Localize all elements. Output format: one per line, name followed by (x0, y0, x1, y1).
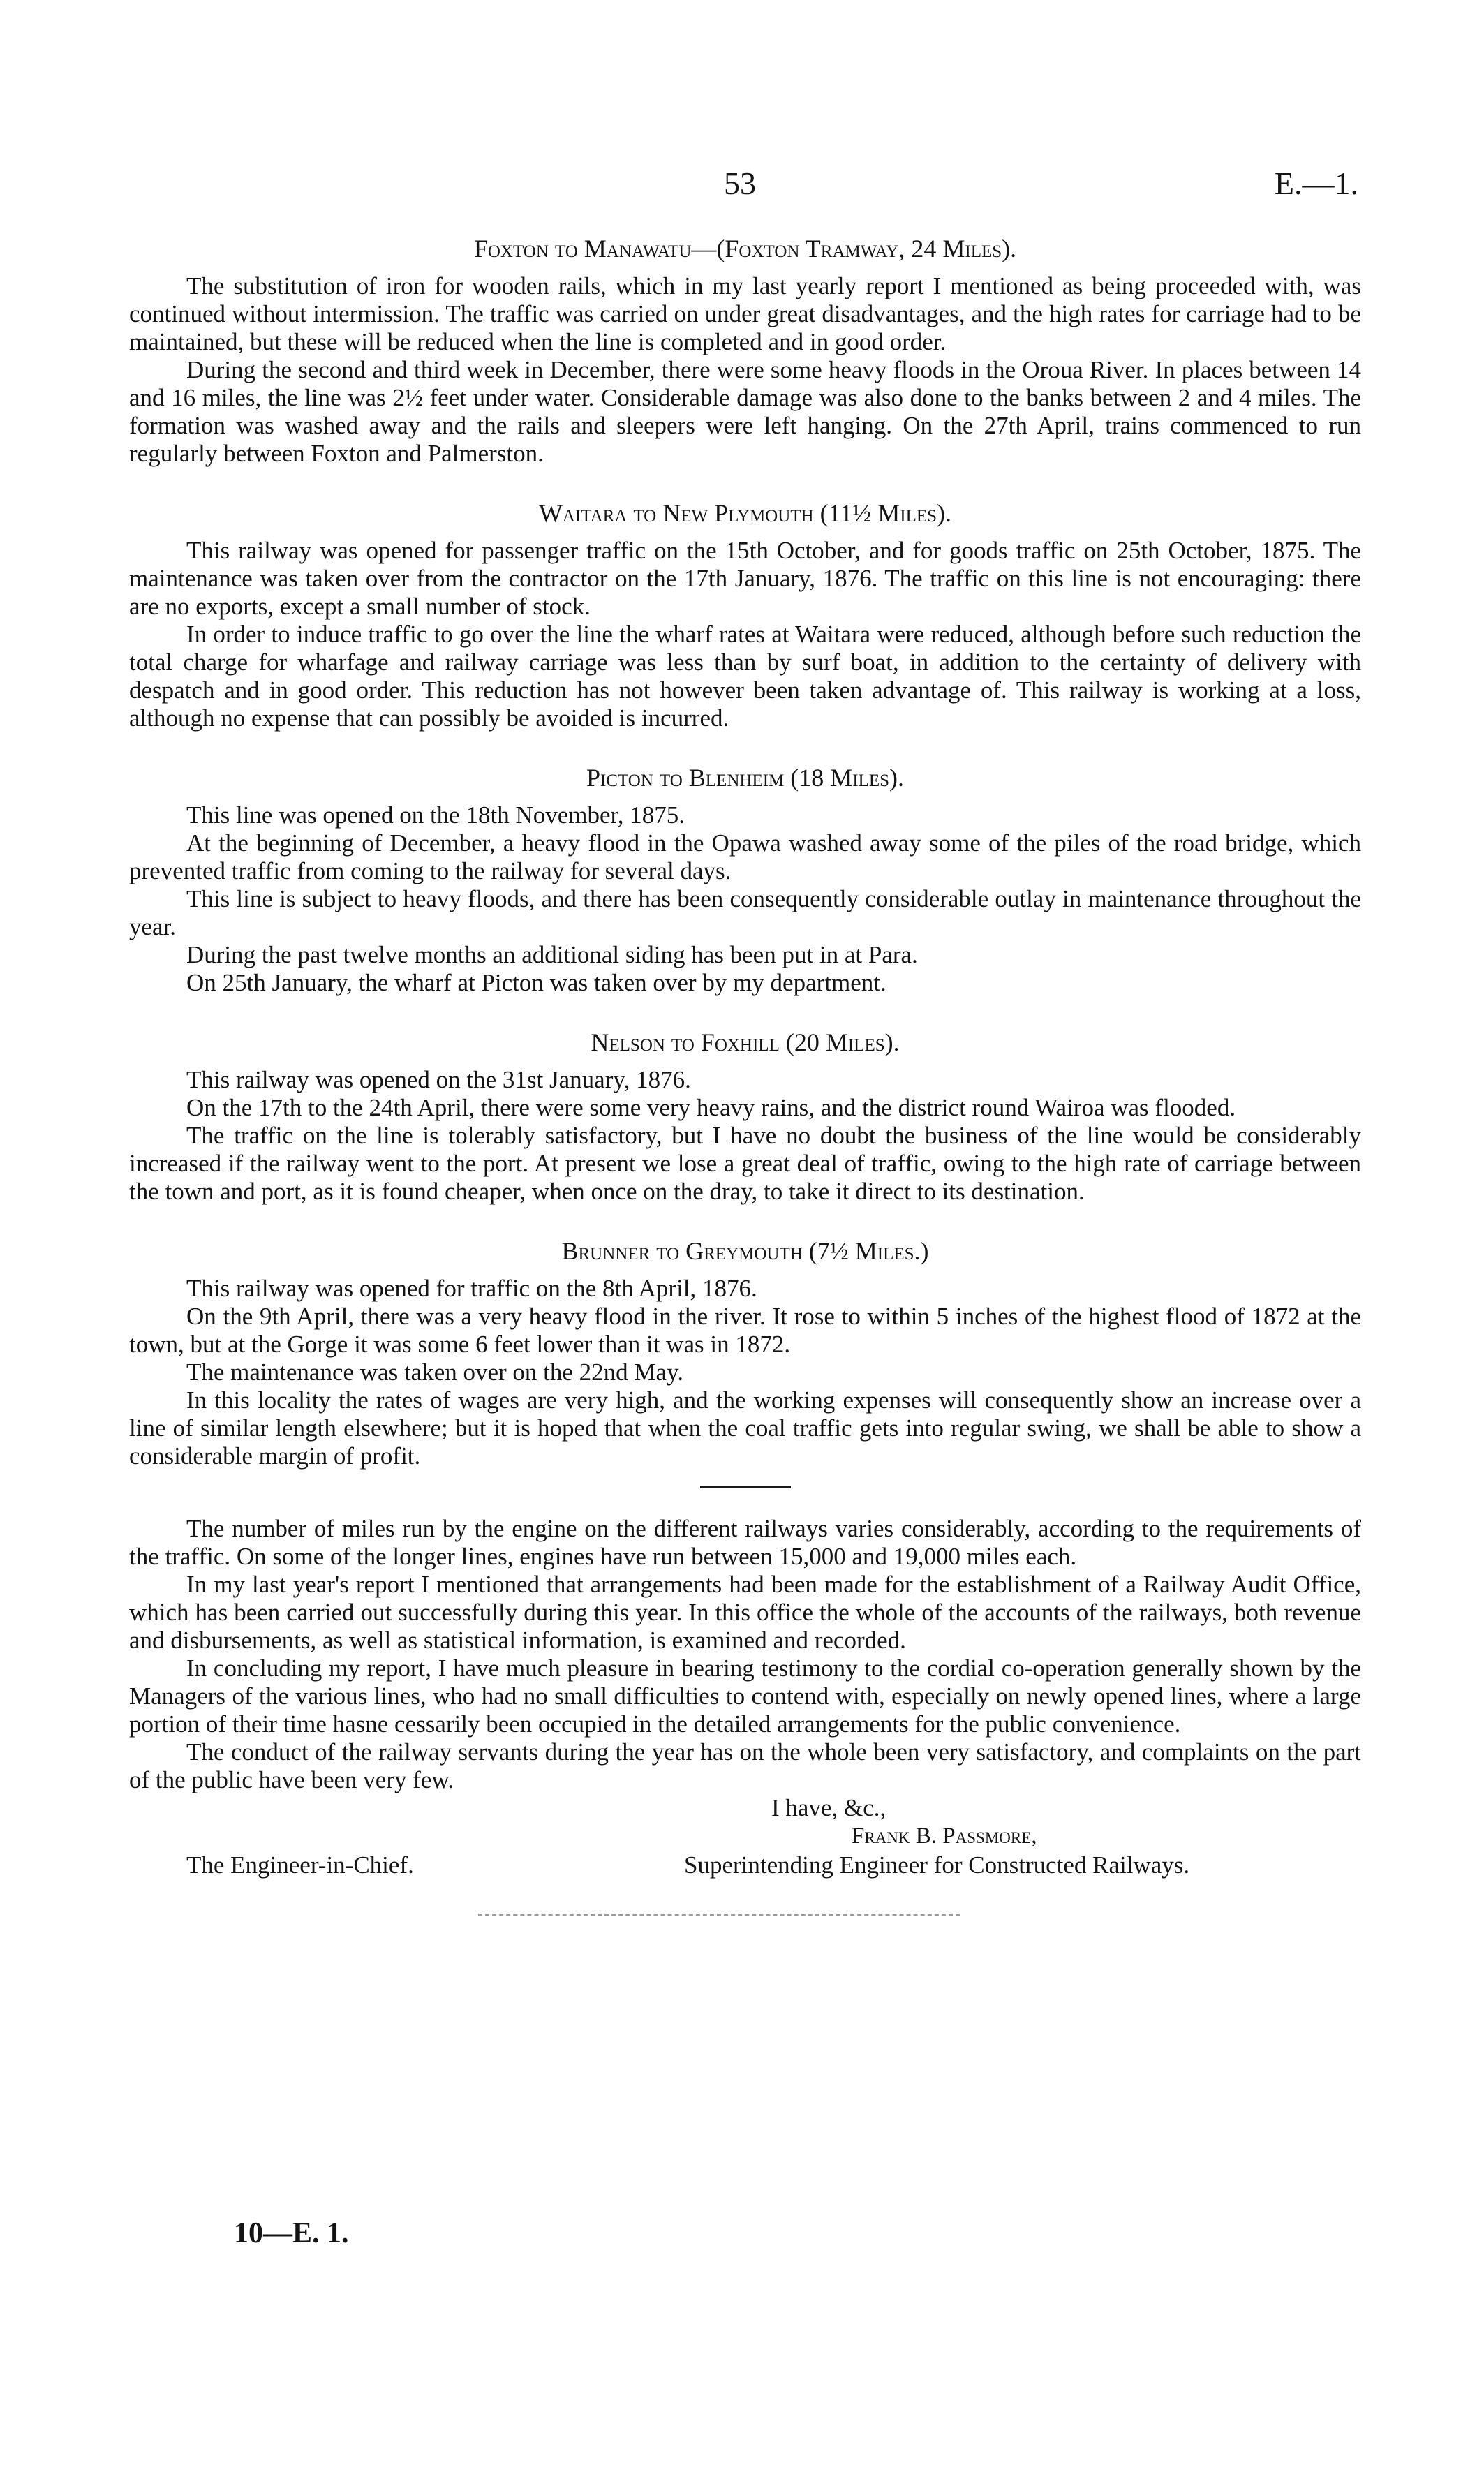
paragraph: On the 17th to the 24th April, there were some very heavy rains, and the district round Wairoa was flooded. (186, 1094, 1236, 1121)
paragraph: The number of miles run by the engine on the different railways varies considerably, according to the requirements of the traffic. On some of the longer lines, engines have run between 15,000 and 19,000 miles each. (129, 1515, 1361, 1570)
page-content (129, 234, 1361, 1916)
paragraph: In my last year's report I mentioned that arrangements had been made for the establishment of a Railway Audit Office, which has been carried out successfully during this year. In this office the whole of the accounts of the railways, both revenue and disbursements, as well as statistical information, is examined and recorded. (129, 1571, 1361, 1654)
section-picton (129, 763, 1361, 997)
section-title: Brunner to Greymouth (7½ Miles.) (561, 1237, 929, 1265)
signature-block (129, 1794, 1361, 1885)
paragraph: In this locality the rates of wages are very high, and the working expenses will consequently show an increase over a line of similar length elsewhere; but it is hoped that when the coal traffic gets into regular swing, we shall be able to show a considerable margin of profit. (129, 1386, 1361, 1470)
paragraph: In concluding my report, I have much pleasure in bearing testimony to the cordial co-operation generally shown by the Managers of the various lines, who had no small difficulties to contend with, especially on newly opened lines, where a large portion of their time hasne cessarily been occupied in the detailed arrangements for the public convenience. (129, 1655, 1361, 1738)
paragraph: During the past twelve months an additional siding has been put in at Para. (186, 941, 918, 968)
paragraph: On 25th January, the wharf at Picton was taken over by my department. (186, 969, 886, 996)
signer-name: Frank B. Passmore, (852, 1823, 1037, 1849)
section-title: Picton to Blenheim (18 Miles). (586, 764, 905, 792)
addressee: The Engineer-in-Chief. (186, 1851, 414, 1879)
paragraph: The conduct of the railway servants during the year has on the whole been very satisfactory, and complaints on the part of the public have been very few. (129, 1738, 1361, 1793)
section-title: Waitara to New Plymouth (11½ Miles). (538, 499, 952, 527)
paragraph: The maintenance was taken over on the 22nd May. (186, 1359, 684, 1386)
paragraph: The substitution of iron for wooden rails, which in my last yearly report I mentioned as being proceeded with, was continued without intermission. The traffic was carried on under great disadvantages, and the high rates for carriage had to be maintained, but these will be reduced when the line is completed and in good order. (129, 272, 1361, 355)
signer-title: Superintending Engineer for Constructed Railways. (684, 1851, 1190, 1879)
section-title: Nelson to Foxhill (20 Miles). (591, 1028, 900, 1056)
footer-code: 10—E. 1. (234, 2217, 349, 2249)
paragraph: This railway was opened on the 31st January, 1876. (186, 1066, 691, 1093)
paragraph: This line is subject to heavy floods, and there has been consequently considerable outlay in maintenance throughout the year. (129, 885, 1361, 940)
end-rule (478, 1914, 960, 1916)
paragraph: This railway was opened for passenger traffic on the 15th October, and for goods traffic on 25th October, 1875. The maintenance was taken over from the contractor on the 17th January, 1876. The traffic on this line is not encouraging: there are no exports, except a small number of stock. (129, 537, 1361, 620)
document-code: E.—1. (1274, 165, 1358, 201)
paragraph: In order to induce traffic to go over the line the wharf rates at Waitara were reduced, although before such reduction the total charge for wharfage and railway carriage was less than by surf boat, in addition to the certainty of delivery with despatch and in good order. This reduction has not however been taken advantage of. This railway is working at a loss, although no expense that can possibly be avoided is incurred. (129, 621, 1361, 732)
section-waitara (129, 498, 1361, 732)
paragraph: At the beginning of December, a heavy flood in the Opawa washed away some of the piles of the road bridge, which prevented traffic from coming to the railway for several days. (129, 829, 1361, 884)
paragraph: This line was opened on the 18th November, 1875. (186, 801, 685, 829)
section-divider (700, 1486, 791, 1488)
page-number: 53 (724, 165, 756, 201)
paragraph: The traffic on the line is tolerably satisfactory, but I have no doubt the business of the line would be considerably increased if the railway went to the port. At present we lose a great deal of traffic, owing to the high rate of carriage between the town and port, as it is found cheaper, when once on the dray, to take it direct to its destination. (129, 1122, 1361, 1205)
section-brunner (129, 1236, 1361, 1470)
closing-salutation: I have, &c., (771, 1794, 886, 1821)
section-nelson (129, 1028, 1361, 1206)
paragraph: During the second and third week in December, there were some heavy floods in the Oroua River. In places between 14 and 16 miles, the line was 2½ feet under water. Considerable damage was also done to the banks between 2 and 4 miles. The formation was washed away and the rails and sleepers were left hanging. On the 27th April, trains commenced to run regularly between Foxton and Palmerston. (129, 356, 1361, 467)
section-title: Foxton to Manawatu—(Foxton Tramway, 24 Miles). (473, 235, 1017, 262)
closing-remarks (129, 1515, 1361, 1794)
paragraph: On the 9th April, there was a very heavy flood in the river. It rose to within 5 inches of the highest flood of 1872 at the town, but at the Gorge it was some 6 feet lower than it was in 1872. (129, 1303, 1361, 1358)
paragraph: This railway was opened for traffic on the 8th April, 1876. (186, 1275, 757, 1302)
section-foxton (129, 234, 1361, 468)
